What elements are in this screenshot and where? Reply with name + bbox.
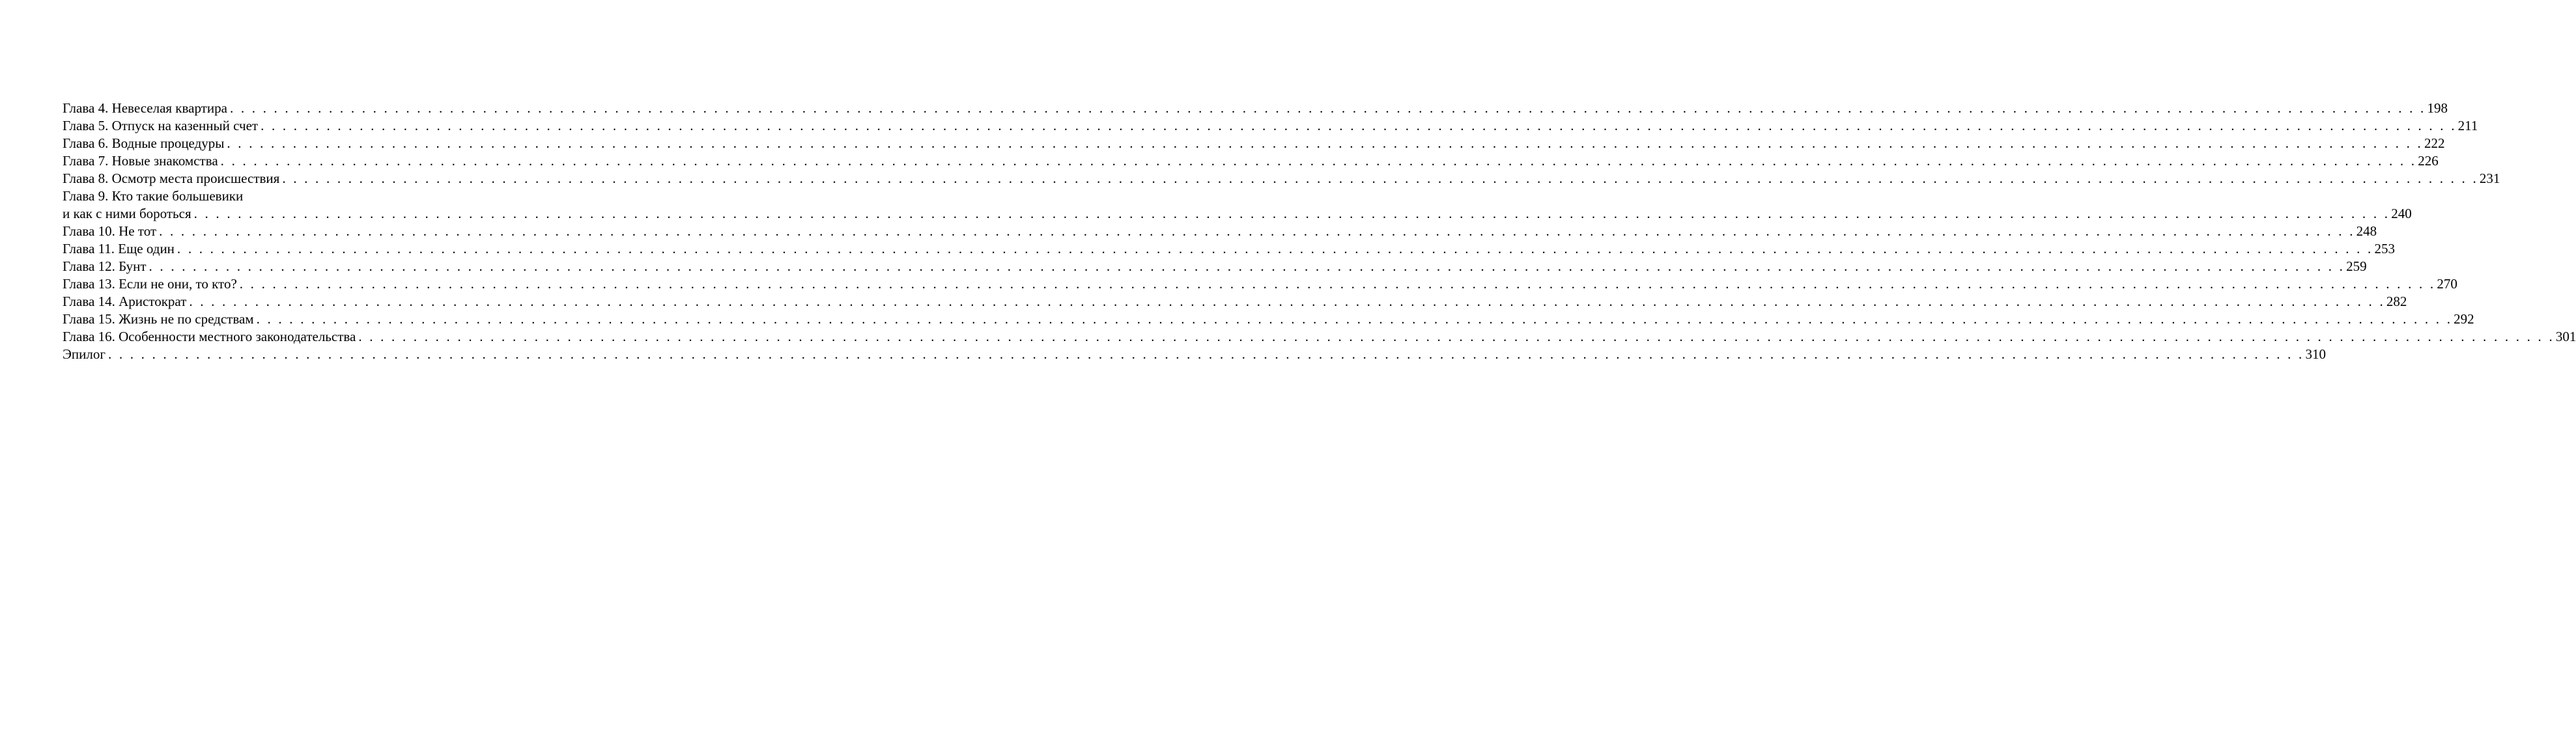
toc-entry	[63, 328, 2576, 346]
dot-leader: . . . . . . . . . . . . . . . . . . . . . . . . . . . . . . . . . . . . . . . . . . . . . . . . . . . . . . . . . . . . . . . . . . . . . . . . . . . . . . . . . . . . . . . . . . . . . . . . . . . . . . . . . . . . . . . . . . . . . . . . . . . . . . . . . . . . . . . . . . . . . . . . . . . . . . . . . . . . . . . . . . . . . . . . . . . . . . . . . . . . . . . . . . . . . . . . . . . . . . . .	[239, 276, 2436, 292]
toc-entry-title: Глава 4. Невеселая квартира	[63, 100, 227, 116]
toc-entry	[63, 310, 2474, 328]
dot-leader: . . . . . . . . . . . . . . . . . . . . . . . . . . . . . . . . . . . . . . . . . . . . . . . . . . . . . . . . . . . . . . . . . . . . . . . . . . . . . . . . . . . . . . . . . . . . . . . . . . . . . . . . . . . . . . . . . . . . . . . . . . . . . . . . . . . . . . . . . . . . . . . . . . . . . . . . . . . . . . . . . . . . . . . . . . . . . . . . . . . . . . . . . . . . . . . . . . . . . . . .	[189, 294, 2385, 309]
dot-leader: . . . . . . . . . . . . . . . . . . . . . . . . . . . . . . . . . . . . . . . . . . . . . . . . . . . . . . . . . . . . . . . . . . . . . . . . . . . . . . . . . . . . . . . . . . . . . . . . . . . . . . . . . . . . . . . . . . . . . . . . . . . . . . . . . . . . . . . . . . . . . . . . . . . . . . . . . . . . . . . . . . . . . . . . . . . . . . . . . . . . . . . . . . . . . . . . . . . . . . . .	[193, 206, 2390, 221]
toc-entry	[63, 293, 2407, 310]
dot-leader: . . . . . . . . . . . . . . . . . . . . . . . . . . . . . . . . . . . . . . . . . . . . . . . . . . . . . . . . . . . . . . . . . . . . . . . . . . . . . . . . . . . . . . . . . . . . . . . . . . . . . . . . . . . . . . . . . . . . . . . . . . . . . . . . . . . . . . . . . . . . . . . . . . . . . . . . . . . . . . . . . . . . . . . . . . . . . . . . . . . . . . . . . . . . . . . . . . . . . . . .	[159, 223, 2355, 239]
toc-entry-title: Глава 13. Если не они, то кто?	[63, 276, 237, 292]
toc-line	[63, 223, 2377, 240]
toc-entry	[63, 346, 2326, 363]
toc-entry	[63, 223, 2377, 240]
toc-line	[63, 100, 2448, 117]
dot-leader: . . . . . . . . . . . . . . . . . . . . . . . . . . . . . . . . . . . . . . . . . . . . . . . . . . . . . . . . . . . . . . . . . . . . . . . . . . . . . . . . . . . . . . . . . . . . . . . . . . . . . . . . . . . . . . . . . . . . . . . . . . . . . . . . . . . . . . . . . . . . . . . . . . . . . . . . . . . . . . . . . . . . . . . . . . . . . . . . . . . . . . . . . . . . . . . . . . . . . . . .	[220, 153, 2417, 169]
toc-entry-title: Глава 15. Жизнь не по средствам	[63, 311, 254, 327]
toc-page-number: 226	[2418, 153, 2439, 169]
toc-entry-title: Глава 6. Водные процедуры	[63, 135, 225, 151]
dot-leader: . . . . . . . . . . . . . . . . . . . . . . . . . . . . . . . . . . . . . . . . . . . . . . . . . . . . . . . . . . . . . . . . . . . . . . . . . . . . . . . . . . . . . . . . . . . . . . . . . . . . . . . . . . . . . . . . . . . . . . . . . . . . . . . . . . . . . . . . . . . . . . . . . . . . . . . . . . . . . . . . . . . . . . . . . . . . . . . . . . . . . . . . . . . . . . . . . . . . . . . .	[256, 311, 2453, 327]
toc-line	[63, 152, 2439, 170]
toc-page-number: 310	[2305, 346, 2326, 362]
toc-entry-title: Глава 10. Не тот	[63, 223, 157, 239]
toc-page-number: 240	[2391, 206, 2412, 221]
toc-page-number: 231	[2479, 171, 2500, 186]
toc-line	[63, 346, 2326, 363]
toc-entry-title: Глава 8. Осмотр места происшествия	[63, 171, 280, 186]
toc-entry-title: Глава 12. Бунт	[63, 258, 147, 274]
toc-entry-title: Глава 16. Особенности местного законодательства	[63, 329, 356, 344]
toc-page-number: 248	[2356, 223, 2377, 239]
toc-line	[63, 135, 2445, 152]
toc-line	[63, 240, 2395, 258]
table-of-contents	[63, 100, 2576, 363]
toc-page-number: 222	[2424, 135, 2445, 151]
toc-line	[63, 117, 2478, 135]
toc-line	[63, 187, 408, 205]
dot-leader: . . . . . . . . . . . . . . . . . . . . . . . . . . . . . . . . . . . . . . . . . . . . . . . . . . . . . . . . . . . . . . . . . . . . . . . . . . . . . . . . . . . . . . . . . . . . . . . . . . . . . . . . . . . . . . . . . . . . . . . . . . . . . . . . . . . . . . . . . . . . . . . . . . . . . . . . . . . . . . . . . . . . . . . . . . . . . . . . . . . . . . . . . . . . . . . . . . . . . . . .	[358, 329, 2555, 344]
toc-page-number: 270	[2437, 276, 2457, 292]
toc-page-number: 253	[2374, 241, 2395, 256]
dot-leader: . . . . . . . . . . . . . . . . . . . . . . . . . . . . . . . . . . . . . . . . . . . . . . . . . . . . . . . . . . . . . . . . . . . . . . . . . . . . . . . . . . . . . . . . . . . . . . . . . . . . . . . . . . . . . . . . . . . . . . . . . . . . . . . . . . . . . . . . . . . . . . . . . . . . . . . . . . . . . . . . . . . . . . . . . . . . . . . . . . . . . . . . . . . . . . . . . . . . . . . .	[229, 100, 2426, 116]
toc-line	[63, 205, 2412, 223]
toc-entry	[63, 135, 2445, 152]
toc-line	[63, 258, 2367, 275]
toc-entry	[63, 240, 2395, 258]
toc-page-number: 198	[2427, 100, 2448, 116]
toc-entry-title: Глава 11. Еще один	[63, 241, 175, 256]
toc-entry	[63, 117, 2478, 135]
toc-line	[63, 170, 2500, 187]
toc-entry	[63, 258, 2367, 275]
toc-page-number: 292	[2454, 311, 2474, 327]
toc-line	[63, 310, 2474, 328]
dot-leader: . . . . . . . . . . . . . . . . . . . . . . . . . . . . . . . . . . . . . . . . . . . . . . . . . . . . . . . . . . . . . . . . . . . . . . . . . . . . . . . . . . . . . . . . . . . . . . . . . . . . . . . . . . . . . . . . . . . . . . . . . . . . . . . . . . . . . . . . . . . . . . . . . . . . . . . . . . . . . . . . . . . . . . . . . . . . . . . . . . . . . . . . . . . . . . . . . . . . . . . .	[282, 171, 2478, 186]
toc-entry	[63, 275, 2457, 293]
toc-entry-title: Глава 9. Кто такие большевики	[63, 188, 244, 204]
toc-entry-title: и как с ними бороться	[63, 206, 191, 221]
toc-line	[63, 293, 2407, 310]
dot-leader: . . . . . . . . . . . . . . . . . . . . . . . . . . . . . . . . . . . . . . . . . . . . . . . . . . . . . . . . . . . . . . . . . . . . . . . . . . . . . . . . . . . . . . . . . . . . . . . . . . . . . . . . . . . . . . . . . . . . . . . . . . . . . . . . . . . . . . . . . . . . . . . . . . . . . . . . . . . . . . . . . . . . . . . . . . . . . . . . . . . . . . . . . . . . . . . . . . . . . . . .	[149, 258, 2345, 274]
toc-entry	[63, 152, 2439, 170]
toc-page-number: 282	[2386, 294, 2407, 309]
toc-entry	[63, 187, 2412, 223]
toc-entry-title: Глава 14. Аристократ	[63, 294, 187, 309]
toc-entry-title: Глава 7. Новые знакомства	[63, 153, 218, 169]
dot-leader: . . . . . . . . . . . . . . . . . . . . . . . . . . . . . . . . . . . . . . . . . . . . . . . . . . . . . . . . . . . . . . . . . . . . . . . . . . . . . . . . . . . . . . . . . . . . . . . . . . . . . . . . . . . . . . . . . . . . . . . . . . . . . . . . . . . . . . . . . . . . . . . . . . . . . . . . . . . . . . . . . . . . . . . . . . . . . . . . . . . . . . . . . . . . . . . . . . . . . . . .	[227, 135, 2423, 151]
toc-entry-title: Глава 5. Отпуск на казенный счет	[63, 118, 259, 133]
toc-entry	[63, 170, 2500, 187]
toc-entry-title: Эпилог	[63, 346, 106, 362]
toc-line	[63, 328, 2576, 346]
toc-page-number: 259	[2346, 258, 2367, 274]
dot-leader: . . . . . . . . . . . . . . . . . . . . . . . . . . . . . . . . . . . . . . . . . . . . . . . . . . . . . . . . . . . . . . . . . . . . . . . . . . . . . . . . . . . . . . . . . . . . . . . . . . . . . . . . . . . . . . . . . . . . . . . . . . . . . . . . . . . . . . . . . . . . . . . . . . . . . . . . . . . . . . . . . . . . . . . . . . . . . . . . . . . . . . . . . . . . . . . . . . . . . . . .	[107, 346, 2304, 362]
dot-leader: . . . . . . . . . . . . . . . . . . . . . . . . . . . . . . . . . . . . . . . . . . . . . . . . . . . . . . . . . . . . . . . . . . . . . . . . . . . . . . . . . . . . . . . . . . . . . . . . . . . . . . . . . . . . . . . . . . . . . . . . . . . . . . . . . . . . . . . . . . . . . . . . . . . . . . . . . . . . . . . . . . . . . . . . . . . . . . . . . . . . . . . . . . . . . . . . . . . . . . . .	[177, 241, 2373, 256]
toc-page-number: 211	[2457, 118, 2478, 133]
toc-line	[63, 275, 2457, 293]
toc-entry	[63, 100, 2448, 117]
toc-page-number: 301	[2555, 329, 2576, 344]
dot-leader: . . . . . . . . . . . . . . . . . . . . . . . . . . . . . . . . . . . . . . . . . . . . . . . . . . . . . . . . . . . . . . . . . . . . . . . . . . . . . . . . . . . . . . . . . . . . . . . . . . . . . . . . . . . . . . . . . . . . . . . . . . . . . . . . . . . . . . . . . . . . . . . . . . . . . . . . . . . . . . . . . . . . . . . . . . . . . . . . . . . . . . . . . . . . . . . . . . . . . . . .	[261, 118, 2457, 133]
